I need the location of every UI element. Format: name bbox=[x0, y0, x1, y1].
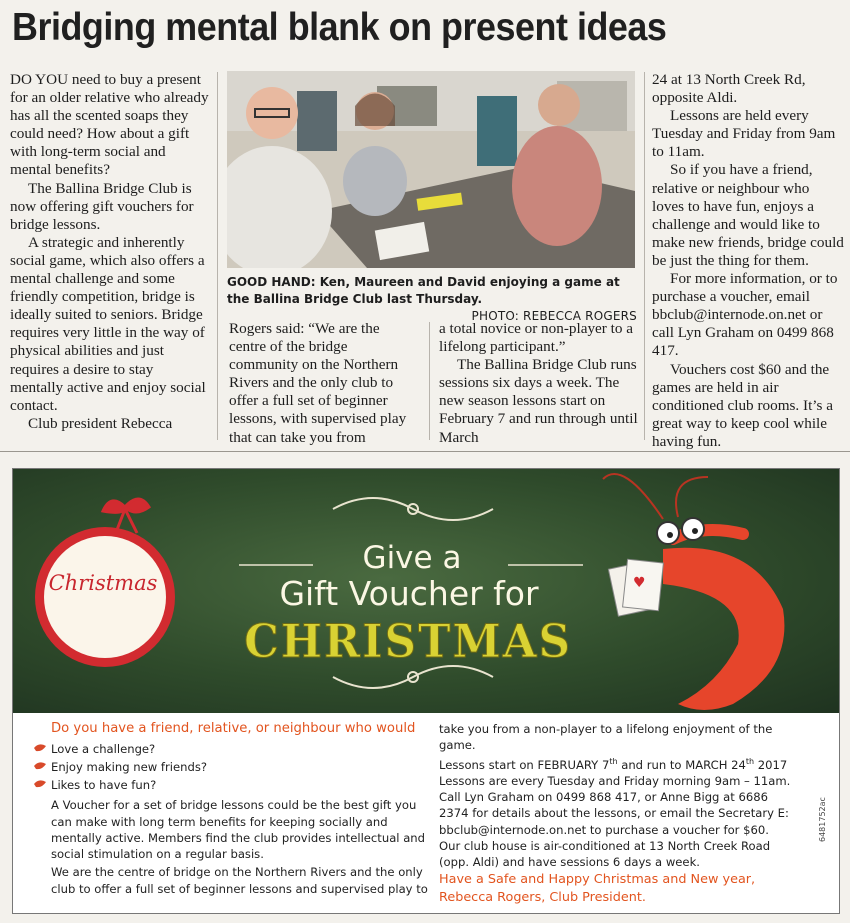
article-paragraph: DO YOU need to buy a present for an older relative who already has all the scented soaps they could need? How about a gift with long-term social and mental benefits? bbox=[10, 71, 209, 179]
advert-text bbox=[13, 713, 840, 914]
bullet-item bbox=[35, 759, 435, 777]
article-paragraph: A strategic and inherently social game, which also offers a mental challenge and some friendly competition, bridge is ideally suited to seniors. Bridge requires very little in the way of physical abilities and just requires a desire to stay mentally active and enjoy social contact. bbox=[10, 233, 206, 414]
advert-lead: Do you have a friend, relative, or neighbour who would bbox=[51, 721, 416, 736]
ad-reference-code: 6481752ac bbox=[818, 797, 827, 842]
article-paragraph: Vouchers cost $60 and the games are held in air conditioned club rooms. It’s a great way to keep cool while having fun. bbox=[652, 360, 833, 450]
advert-line: Our club house is air-conditioned at 13 North Creek Road (opp. Aldi) and have sessions 6 days a week. bbox=[439, 838, 771, 870]
bridge-players-photo bbox=[227, 71, 635, 268]
bullet-text: Enjoy making new friends? bbox=[51, 760, 208, 775]
advert-line: Call Lyn Graham on 0499 868 417, or Anne Bigg at 6686 2374 for details about the lessons, or email the Secretary E: bbclub@internode.on.net to purchase a voucher for $60. bbox=[439, 790, 789, 837]
article-paragraph: a total novice or non-player to a lifelong participant.” bbox=[439, 320, 633, 356]
column-divider bbox=[429, 322, 430, 440]
svg-text:♥: ♥ bbox=[633, 575, 646, 591]
advert-line: Lessons are every Tuesday and Friday morning 9am – 11am. bbox=[439, 773, 791, 788]
lesson-dates: Lessons start on FEBRUARY 7th and run to MARCH 24th 2017 bbox=[439, 756, 788, 772]
article-paragraph: The Ballina Bridge Club is now offering gift vouchers for bridge lessons. bbox=[10, 179, 194, 233]
article-paragraph: 24 at 13 North Creek Rd, opposite Aldi. bbox=[652, 71, 806, 107]
bullet-text: Love a challenge? bbox=[51, 742, 156, 757]
headline: Bridging mental blank on present ideas bbox=[12, 6, 667, 49]
article-column-1 bbox=[10, 71, 210, 433]
article-paragraph: Club president Rebecca bbox=[28, 414, 173, 432]
bullet-item bbox=[35, 777, 435, 795]
gift-voucher-heading: Gift Voucher for bbox=[279, 574, 539, 613]
advert-right-column bbox=[439, 721, 799, 907]
give-a-heading: Give a bbox=[362, 540, 462, 576]
column-divider bbox=[644, 72, 645, 440]
bauble-christmas-text: Christmas bbox=[48, 571, 158, 595]
gift-voucher-advert bbox=[12, 468, 840, 914]
christmas-heading: CHRISTMAS bbox=[244, 614, 572, 668]
prawn-bullet-icon bbox=[33, 778, 47, 790]
closing-greeting: Have a Safe and Happy Christmas and New year, Rebecca Rogers, Club President. bbox=[439, 871, 756, 905]
article-paragraph: The Ballina Bridge Club runs sessions six days a week. The new season lessons start on February 7 and run through until March bbox=[439, 356, 638, 446]
christmas-banner bbox=[13, 469, 840, 713]
article-column-4 bbox=[652, 71, 844, 451]
article-paragraph: So if you have a friend, relative or neighbour who loves to have fun, enjoys a challenge and would like to make new friends, bridge could be just the thing for them. bbox=[652, 161, 844, 269]
bullet-item bbox=[35, 741, 435, 759]
advert-paragraph: A Voucher for a set of bridge lessons could be the best gift you can make with long term benefits for keeping socially and mentally active. Members find the club provides intellectual and social stimulation on a regular basis. bbox=[51, 798, 426, 862]
article-column-3 bbox=[439, 320, 639, 447]
caption-text: GOOD HAND: Ken, Maureen and David enjoying a game at the Ballina Bridge Club last Thursday. bbox=[227, 275, 620, 306]
advert-paragraph: We are the centre of bridge on the Northern Rivers and the only club to offer a full set of beginner lessons and supervised play to bbox=[51, 865, 428, 896]
prawn-bullet-icon bbox=[33, 742, 47, 754]
article bbox=[0, 0, 850, 452]
article-paragraph: Lessons are held every Tuesday and Friday from 9am to 11am. bbox=[652, 107, 836, 161]
bullet-text: Likes to have fun? bbox=[51, 778, 157, 793]
article-paragraph: Rogers said: “We are the centre of the bridge community on the Northern Rivers and the only club to offer a full set of beginner lessons, with supervised play that can take you from bbox=[229, 320, 407, 446]
advert-line: take you from a non-player to a lifelong enjoyment of the game. bbox=[439, 722, 773, 753]
photo-caption bbox=[227, 274, 637, 325]
photo-credit: PHOTO: REBECCA ROGERS bbox=[471, 309, 637, 323]
advert-left-column bbox=[35, 721, 435, 897]
article-column-2 bbox=[229, 320, 417, 447]
prawn-mascot-icon bbox=[603, 474, 784, 710]
article-paragraph: For more information, or to purchase a voucher, email bbclub@internode.on.net or call Lyn Graham on 0499 868 417. bbox=[652, 270, 838, 360]
prawn-bullet-icon bbox=[33, 760, 47, 772]
column-divider bbox=[217, 72, 218, 440]
